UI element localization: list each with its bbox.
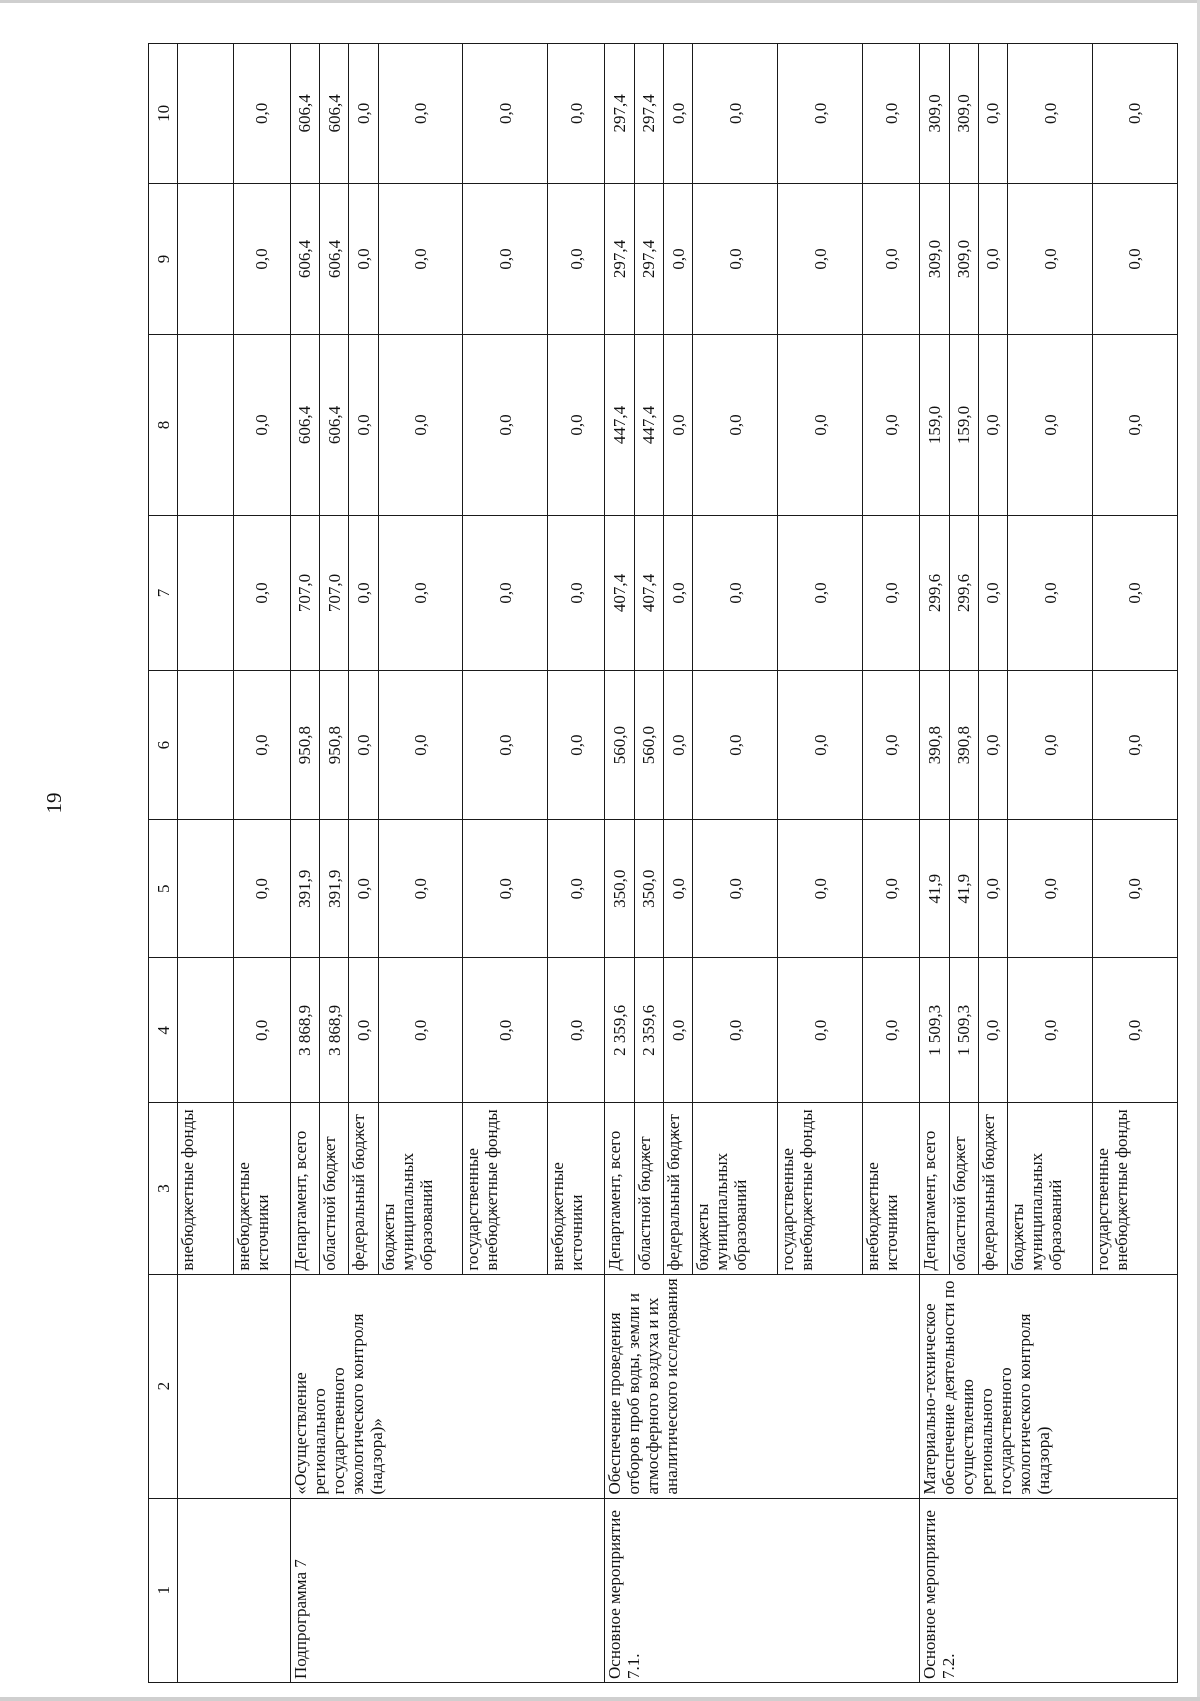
value-cell: 0,0 (863, 671, 920, 820)
program-cell: Подпрограмма 7 (290, 1498, 605, 1682)
table-row (605, 44, 634, 1683)
value-cell: 407,4 (634, 515, 663, 670)
value-cell: 0,0 (863, 44, 920, 184)
value-cell: 299,6 (920, 515, 949, 670)
value-cell: 0,0 (233, 671, 290, 820)
value-cell: 0,0 (863, 183, 920, 335)
value-cell: 0,0 (349, 183, 378, 335)
value-cell: 350,0 (634, 820, 663, 958)
value-cell: 0,0 (664, 671, 693, 820)
name-cell: Обеспечение проведения отборов проб воды, земли и атмосферного воздуха и их аналитического исследования (605, 1274, 920, 1498)
value-cell: 0,0 (1092, 335, 1177, 516)
value-cell: 0,0 (778, 515, 863, 670)
source-cell: Департамент, всего (920, 1103, 949, 1274)
value-cell (178, 820, 234, 958)
value-cell: 390,8 (949, 671, 978, 820)
value-cell: 0,0 (548, 44, 605, 184)
value-cell: 3 868,9 (290, 958, 319, 1103)
value-cell: 0,0 (378, 515, 463, 670)
source-cell: федеральный бюджет (349, 1103, 378, 1274)
value-cell: 0,0 (778, 958, 863, 1103)
value-cell: 0,0 (863, 820, 920, 958)
value-cell: 0,0 (778, 335, 863, 516)
source-cell: областной бюджет (949, 1103, 978, 1274)
value-cell: 0,0 (548, 183, 605, 335)
value-cell: 0,0 (233, 335, 290, 516)
column-header: 4 (149, 958, 178, 1103)
value-cell: 606,4 (320, 335, 349, 516)
value-cell: 0,0 (664, 820, 693, 958)
value-cell: 299,6 (949, 515, 978, 670)
value-cell: 297,4 (605, 44, 634, 184)
value-cell: 0,0 (1008, 335, 1093, 516)
value-cell: 0,0 (378, 44, 463, 184)
value-cell: 0,0 (1092, 820, 1177, 958)
value-cell: 0,0 (1008, 44, 1093, 184)
source-cell: областной бюджет (320, 1103, 349, 1274)
value-cell: 0,0 (664, 515, 693, 670)
value-cell: 0,0 (978, 335, 1007, 516)
value-cell: 0,0 (863, 515, 920, 670)
value-cell: 0,0 (1008, 183, 1093, 335)
value-cell: 0,0 (693, 671, 778, 820)
value-cell: 0,0 (1008, 515, 1093, 670)
value-cell: 0,0 (349, 335, 378, 516)
source-cell: федеральный бюджет (978, 1103, 1007, 1274)
value-cell: 0,0 (349, 820, 378, 958)
value-cell: 707,0 (290, 515, 319, 670)
header-row (149, 44, 178, 1683)
source-cell: бюджеты муниципальных образований (693, 1103, 778, 1274)
value-cell: 309,0 (949, 44, 978, 184)
name-cell: Материально-техническое обеспечение деятельности по осуществлению регионального государственного экологического контроля (надзора) (920, 1274, 1178, 1498)
column-header: 6 (149, 671, 178, 820)
value-cell: 0,0 (463, 183, 548, 335)
value-cell: 159,0 (949, 335, 978, 516)
column-header: 7 (149, 515, 178, 670)
value-cell: 0,0 (349, 958, 378, 1103)
budget-table (148, 43, 1178, 1683)
value-cell: 0,0 (378, 820, 463, 958)
column-header: 10 (149, 44, 178, 184)
value-cell: 560,0 (605, 671, 634, 820)
value-cell: 309,0 (920, 44, 949, 184)
value-cell: 606,4 (320, 183, 349, 335)
value-cell: 407,4 (605, 515, 634, 670)
source-cell: внебюджетные источники (863, 1103, 920, 1274)
value-cell: 0,0 (1008, 820, 1093, 958)
source-cell: бюджеты муниципальных образований (378, 1103, 463, 1274)
value-cell: 0,0 (378, 958, 463, 1103)
source-cell: государственные внебюджетные фонды (463, 1103, 548, 1274)
value-cell (178, 958, 234, 1103)
column-header: 1 (149, 1498, 178, 1682)
value-cell: 2 359,6 (605, 958, 634, 1103)
value-cell: 0,0 (978, 671, 1007, 820)
value-cell: 707,0 (320, 515, 349, 670)
source-cell: Департамент, всего (605, 1103, 634, 1274)
value-cell (178, 515, 234, 670)
source-cell: бюджеты муниципальных образований (1008, 1103, 1093, 1274)
value-cell: 0,0 (349, 515, 378, 670)
value-cell: 1 509,3 (920, 958, 949, 1103)
program-cell: Основное мероприятие 7.2. (920, 1498, 1178, 1682)
table-row (178, 44, 234, 1683)
value-cell: 0,0 (978, 958, 1007, 1103)
value-cell: 950,8 (290, 671, 319, 820)
value-cell: 447,4 (634, 335, 663, 516)
program-cell (178, 1498, 291, 1682)
value-cell: 2 359,6 (634, 958, 663, 1103)
source-cell: Департамент, всего (290, 1103, 319, 1274)
value-cell: 391,9 (320, 820, 349, 958)
value-cell: 0,0 (463, 958, 548, 1103)
value-cell: 0,0 (1092, 671, 1177, 820)
value-cell: 0,0 (1092, 44, 1177, 184)
value-cell: 0,0 (693, 44, 778, 184)
value-cell: 41,9 (949, 820, 978, 958)
value-cell: 0,0 (548, 515, 605, 670)
value-cell: 0,0 (1092, 183, 1177, 335)
rotated-table-container (148, 43, 1178, 1683)
value-cell: 3 868,9 (320, 958, 349, 1103)
value-cell: 297,4 (605, 183, 634, 335)
source-cell: внебюджетные источники (548, 1103, 605, 1274)
value-cell: 0,0 (463, 671, 548, 820)
scan-edge-bottom (0, 1697, 1200, 1701)
value-cell: 159,0 (920, 335, 949, 516)
value-cell: 0,0 (463, 44, 548, 184)
value-cell: 0,0 (978, 44, 1007, 184)
value-cell: 0,0 (978, 820, 1007, 958)
program-cell: Основное мероприятие 7.1. (605, 1498, 920, 1682)
value-cell: 0,0 (1008, 958, 1093, 1103)
value-cell: 0,0 (1092, 958, 1177, 1103)
value-cell: 606,4 (320, 44, 349, 184)
value-cell: 1 509,3 (949, 958, 978, 1103)
value-cell: 41,9 (920, 820, 949, 958)
value-cell: 0,0 (233, 44, 290, 184)
value-cell (178, 44, 234, 184)
value-cell: 0,0 (233, 183, 290, 335)
source-cell: государственные внебюджетные фонды (778, 1103, 863, 1274)
value-cell: 0,0 (233, 958, 290, 1103)
value-cell: 0,0 (548, 820, 605, 958)
value-cell: 0,0 (349, 44, 378, 184)
value-cell: 0,0 (349, 671, 378, 820)
value-cell: 0,0 (463, 335, 548, 516)
value-cell: 0,0 (1008, 671, 1093, 820)
value-cell: 0,0 (1092, 515, 1177, 670)
value-cell: 0,0 (548, 335, 605, 516)
value-cell: 350,0 (605, 820, 634, 958)
value-cell: 447,4 (605, 335, 634, 516)
value-cell: 0,0 (378, 335, 463, 516)
column-header: 3 (149, 1103, 178, 1274)
value-cell: 0,0 (978, 515, 1007, 670)
column-header: 2 (149, 1274, 178, 1498)
value-cell (178, 183, 234, 335)
value-cell: 0,0 (863, 958, 920, 1103)
value-cell: 309,0 (920, 183, 949, 335)
value-cell: 0,0 (778, 44, 863, 184)
name-cell (178, 1274, 291, 1498)
source-cell: внебюджетные фонды (178, 1103, 234, 1274)
value-cell: 0,0 (693, 958, 778, 1103)
value-cell (178, 335, 234, 516)
value-cell: 0,0 (664, 44, 693, 184)
value-cell: 0,0 (978, 183, 1007, 335)
value-cell: 606,4 (290, 335, 319, 516)
value-cell: 0,0 (664, 335, 693, 516)
value-cell: 309,0 (949, 183, 978, 335)
value-cell: 0,0 (233, 515, 290, 670)
value-cell: 0,0 (693, 183, 778, 335)
value-cell: 560,0 (634, 671, 663, 820)
table-row (290, 44, 319, 1683)
value-cell: 0,0 (463, 820, 548, 958)
table-row (920, 44, 949, 1683)
value-cell: 606,4 (290, 183, 319, 335)
value-cell: 0,0 (548, 671, 605, 820)
column-header: 8 (149, 335, 178, 516)
column-header: 5 (149, 820, 178, 958)
value-cell: 0,0 (664, 958, 693, 1103)
source-cell: областной бюджет (634, 1103, 663, 1274)
source-cell: внебюджетные источники (233, 1103, 290, 1274)
source-cell: государственные внебюджетные фонды (1092, 1103, 1177, 1274)
value-cell: 0,0 (548, 958, 605, 1103)
value-cell: 0,0 (693, 515, 778, 670)
column-header: 9 (149, 183, 178, 335)
value-cell: 0,0 (378, 671, 463, 820)
value-cell: 297,4 (634, 183, 663, 335)
value-cell: 297,4 (634, 44, 663, 184)
value-cell (178, 671, 234, 820)
value-cell: 0,0 (778, 671, 863, 820)
value-cell: 0,0 (664, 183, 693, 335)
name-cell: «Осуществление регионального государственного экологического контроля (надзора)» (290, 1274, 605, 1498)
value-cell: 0,0 (778, 820, 863, 958)
value-cell: 0,0 (233, 820, 290, 958)
source-cell: федеральный бюджет (664, 1103, 693, 1274)
value-cell: 606,4 (290, 44, 319, 184)
page-number: 19 (42, 792, 66, 814)
value-cell: 0,0 (693, 820, 778, 958)
value-cell: 390,8 (920, 671, 949, 820)
value-cell: 391,9 (290, 820, 319, 958)
value-cell: 0,0 (378, 183, 463, 335)
value-cell: 0,0 (463, 515, 548, 670)
value-cell: 0,0 (693, 335, 778, 516)
scan-edge-top (0, 0, 1200, 3)
value-cell: 0,0 (863, 335, 920, 516)
value-cell: 0,0 (778, 183, 863, 335)
value-cell: 950,8 (320, 671, 349, 820)
